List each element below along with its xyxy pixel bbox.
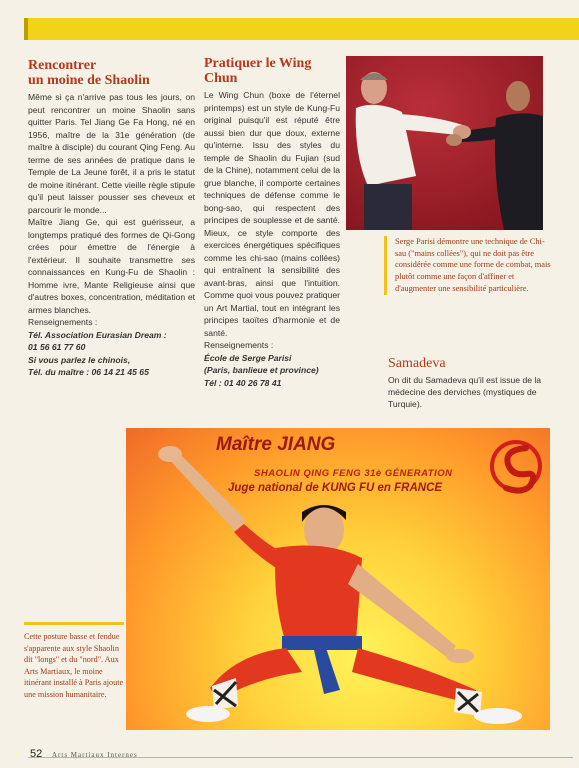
column-shaolin — [28, 58, 195, 379]
renseignements-label: Renseignements : — [28, 317, 98, 327]
photo-chi-sao — [346, 56, 543, 230]
contact-line: 01 56 61 77 60 — [28, 342, 86, 352]
contact-line: (Paris, banlieue et province) — [204, 365, 319, 375]
contact-line: École de Serge Parisi — [204, 352, 292, 363]
column-wing-chun — [204, 56, 340, 389]
contact-line: Tél. Association Eurasian Dream : — [28, 329, 167, 340]
poster-subtitle-2: Juge national de KUNG FU en FRANCE — [228, 482, 443, 494]
heading-samadeva: Samadeva — [388, 356, 446, 371]
caption-chi-sao: Serge Parisi démontre une technique de Chi-sau ("mains collées"), qui ne doit pas être considérée comme une forme de combat, mais plutôt comme une façon d'affiner et d'augmenter une sensibilité particulière. — [384, 236, 553, 295]
article-shaolin — [28, 91, 195, 379]
paragraph: Maître Jiang Ge, qui est guérisseur, a longtemps pratiqué des formes de Qi-Gong crées pour émettre de l'énergie à l'extérieur. Il souhaite transmettre ses connaissances en Kung-Fu de Shaolin : Homme ivre, Mante Religieuse ainsi que d'autres boxes, concentration, méditation et armes blanches. — [28, 217, 195, 315]
poster-maitre-jiang — [126, 428, 550, 730]
publication-name: Arts Martiaux Internes — [52, 751, 138, 759]
top-yellow-bar — [28, 18, 579, 40]
martial-artist-figure — [126, 428, 550, 730]
contact-line: Tél. du maître : 06 14 21 45 65 — [28, 367, 149, 377]
paragraph: Le Wing Chun (boxe de l'éternel printemps) est un style de Kung-Fu original puisqu'il est réputé être aussi bien dur que doux, externe qu'interne. Issu des styles du temple de Shaolin du Fujian (sud de la Chine), notamment celui de la grue blanche, il comporte certaines techniques de défense comme le bong-sao, qui respectent des principes de souplesse et de santé. Mieux, ce style comporte des exercices énergétiques spécifiques comme les chi-sao (mains collées) qui entraînent la sensibilité des avant-bras, ainsi que l'intuition. Comme quoi vous pouvez pratiquer un Art Martial, tout en intégrant les principes taoïtes d'harmonie et de santé. — [204, 90, 340, 338]
poster-subtitle: SHAOLIN QING FENG 31è GÉNERATION — [254, 468, 453, 479]
page-number: 52 — [30, 748, 43, 760]
text-samadeva: On dit du Samadeva qu'il est issue de la médecine des derviches (mystiques de Turquie). — [388, 375, 542, 409]
poster-title: Maître JIANG — [216, 434, 336, 455]
article-wing-chun — [204, 89, 340, 389]
heading-shaolin: Rencontrer un moine de Shaolin — [28, 58, 150, 88]
caption-posture: Cette posture basse et fendue s'apparente aux style Shaolin dit "longs" et du "nord". Aux Arts Martiaux, le moine itinérant installé à Paris ajoute une mission humanitaire. — [24, 622, 124, 700]
paragraph: Même si ça n'arrive pas tous les jours, on peut rencontrer un moine Shaolin sans quitter Paris. Tel Jiang Ge Fa Hong, né en 1956, maître de la 31e génération (de maître à disciple) du courant Qing Feng. Au terme de ses années de pratique dans le Temple de La Jeune forêt, il a pris le statut de moine itinérant. Cette vieille règle stipule qu'il peut laisser pousser ses cheveux et parcourir le monde... — [28, 92, 195, 215]
contact-line: Tél : 01 40 26 78 41 — [204, 377, 282, 388]
contact-line: Si vous parlez le chinois, — [28, 354, 131, 365]
heading-wing-chun: Pratiquer le Wing Chun — [204, 56, 312, 86]
renseignements-label: Renseignements : — [204, 340, 274, 350]
